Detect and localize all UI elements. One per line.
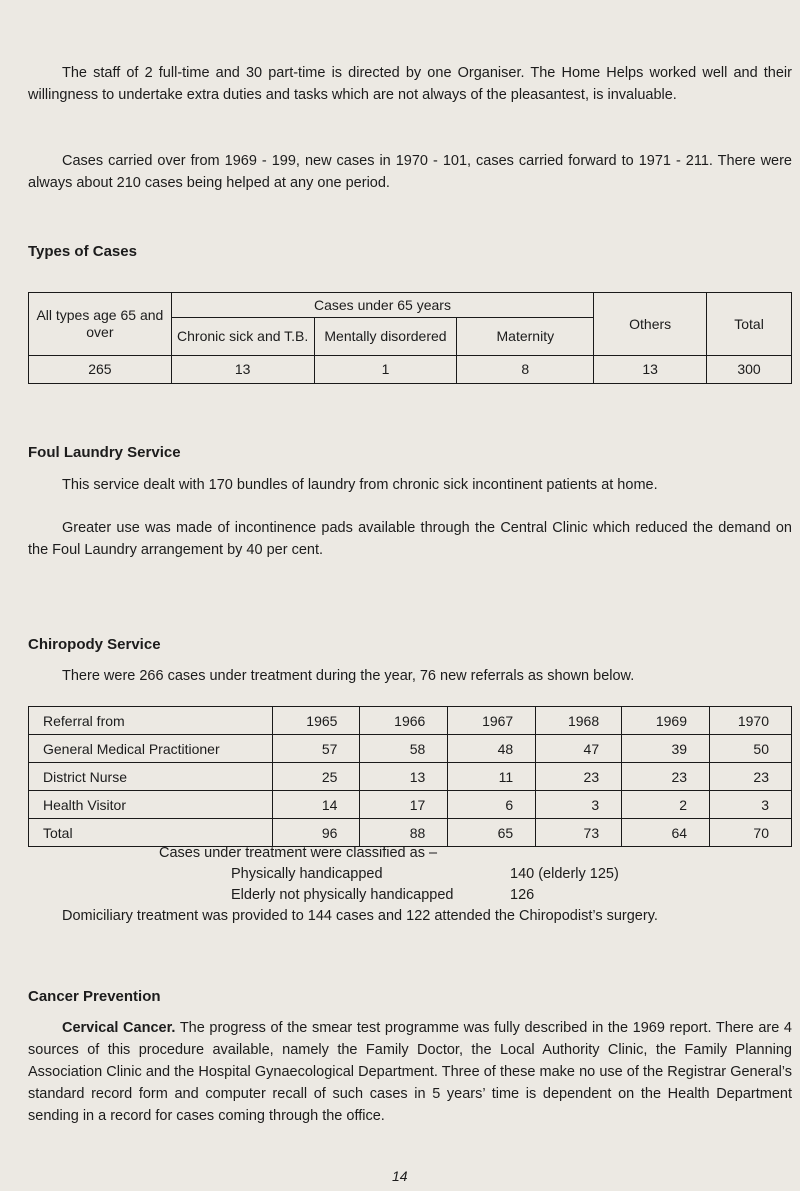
header-cell: 1970	[710, 707, 792, 735]
foul-laundry-paragraph-2: Greater use was made of incontinence pads available through the Central Clinic which reduced the demand on the Foul Laundry arrangement by 40 per cent.	[28, 520, 792, 558]
value-cell: 13	[594, 356, 707, 384]
value-cell: 300	[707, 356, 792, 384]
col-others: Others	[594, 293, 707, 356]
table-header-row	[29, 707, 792, 735]
foul-laundry-paragraph-1: This service dealt with 170 bundles of laundry from chronic sick incontinent patients at home.	[62, 477, 658, 493]
table-cell: 3	[710, 791, 792, 819]
header-cell: 1965	[272, 707, 360, 735]
table-cell: 3	[536, 791, 622, 819]
col-all-types: All types age 65 and over	[29, 293, 172, 356]
cervical-cancer-subheading: Cervical Cancer.	[62, 1020, 176, 1036]
value-cell: 8	[457, 356, 594, 384]
table-cell: General Medical Practitioner	[29, 735, 273, 763]
elderly-label: Elderly not physically handicapped	[231, 887, 454, 903]
table-cell: 25	[272, 763, 360, 791]
domiciliary-text: Domiciliary treatment was provided to 144 cases and 122 attended the Chiropodist’s surgery.	[62, 908, 658, 924]
physically-handicapped-value: 140 (elderly 125)	[510, 866, 619, 882]
table-cell: 50	[710, 735, 792, 763]
value-cell: 265	[29, 356, 172, 384]
table-cell: 64	[622, 819, 710, 847]
classified-intro: Cases under treatment were classified as –	[159, 845, 438, 861]
table-cell: 14	[272, 791, 360, 819]
col-chronic-sick: Chronic sick and T.B.	[171, 318, 314, 356]
table-row	[29, 735, 792, 763]
table-cell: 23	[622, 763, 710, 791]
table-cell: 6	[448, 791, 536, 819]
table-cell: 70	[710, 819, 792, 847]
table-cell: Total	[29, 819, 273, 847]
table-cell: 96	[272, 819, 360, 847]
chiropody-paragraph: There were 266 cases under treatment during the year, 76 new referrals as shown below.	[62, 668, 635, 684]
table-cell: 65	[448, 819, 536, 847]
elderly-value: 126	[510, 887, 535, 903]
table-cell: 23	[536, 763, 622, 791]
table-cell: 23	[710, 763, 792, 791]
header-cell: Referral from	[29, 707, 273, 735]
table-cell: 73	[536, 819, 622, 847]
cancer-prevention-heading: Cancer Prevention	[28, 988, 161, 1005]
intro-paragraph-2: Cases carried over from 1969 - 199, new cases in 1970 - 101, cases carried forward to 1971 - 211. There were always about 210 cases being helped at any one period.	[28, 153, 792, 191]
header-cell: 1968	[536, 707, 622, 735]
foul-laundry-heading: Foul Laundry Service	[28, 444, 181, 461]
col-mentally-disordered: Mentally disordered	[314, 318, 457, 356]
table-cell: 88	[360, 819, 448, 847]
table-cell: 2	[622, 791, 710, 819]
cervical-cancer-text: The progress of the smear test programme was fully described in the 1969 report. There are 4 sources of this procedure available, namely the Family Doctor, the Local Authority Clinic, the Family Planning Association Clinic and the Hospital Gynaecological Department. Three of these make no use of the Registrar General’s standard record form and computer recall of such cases in 5 years’ time is dependent on the Health Department sending in a record for cases coming through the office.	[28, 1020, 792, 1124]
chiropody-heading: Chiropody Service	[28, 636, 161, 653]
header-cell: 1969	[622, 707, 710, 735]
table-cell: 17	[360, 791, 448, 819]
types-of-cases-table	[28, 292, 792, 384]
chiropody-referral-table	[28, 706, 792, 847]
table-cell: Health Visitor	[29, 791, 273, 819]
table-cell: 48	[448, 735, 536, 763]
table-cell: 47	[536, 735, 622, 763]
col-total: Total	[707, 293, 792, 356]
col-under-65: Cases under 65 years	[171, 293, 593, 318]
table-row	[29, 763, 792, 791]
table-cell: District Nurse	[29, 763, 273, 791]
table-cell: 13	[360, 763, 448, 791]
value-cell: 13	[171, 356, 314, 384]
physically-handicapped-label: Physically handicapped	[231, 866, 383, 882]
table-cell: 39	[622, 735, 710, 763]
table-cell: 11	[448, 763, 536, 791]
table-row	[29, 791, 792, 819]
intro-paragraph-1: The staff of 2 full-time and 30 part-time is directed by one Organiser. The Home Helps worked well and their willingness to undertake extra duties and tasks which are not always of the pleasantest, is invaluable.	[28, 65, 792, 103]
value-cell: 1	[314, 356, 457, 384]
table-cell: 58	[360, 735, 448, 763]
table-cell: 57	[272, 735, 360, 763]
header-cell: 1966	[360, 707, 448, 735]
page-number: 14	[392, 1168, 408, 1184]
col-maternity: Maternity	[457, 318, 594, 356]
header-cell: 1967	[448, 707, 536, 735]
cervical-cancer-paragraph	[28, 1017, 792, 1127]
types-of-cases-heading: Types of Cases	[28, 243, 137, 260]
